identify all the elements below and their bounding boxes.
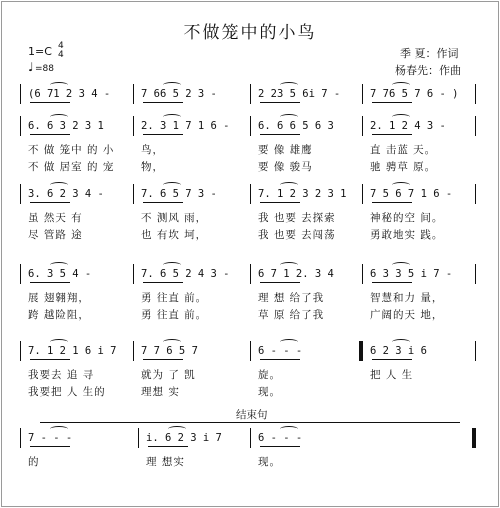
lyric-segment: 勇 往直 前。	[141, 292, 208, 304]
barline	[20, 428, 21, 448]
barline	[133, 116, 134, 136]
barline	[362, 184, 363, 204]
measure: 7 7 6 5 7	[141, 345, 198, 357]
song-title: 不做笼中的小鸟	[183, 23, 317, 43]
barline	[250, 116, 251, 136]
beam-line	[30, 446, 70, 447]
measure: 7. 1 2 1 6 i 7	[28, 345, 117, 357]
barline	[362, 116, 363, 136]
barline	[133, 84, 134, 104]
lyric-segment: 现。	[258, 456, 281, 468]
barline	[475, 116, 476, 136]
lyric-segment: 理 想 给了我	[258, 292, 325, 304]
measure: 3. 6 2 3 4 -	[28, 188, 104, 200]
barline	[20, 84, 21, 104]
lyricist-credit: 季 夏：作词	[400, 47, 459, 60]
slur-arc	[392, 82, 410, 88]
measure: 6 2 3 i 6	[370, 345, 427, 357]
slur-arc	[50, 82, 68, 88]
barline	[250, 341, 251, 361]
lyric-segment: 把 人 生	[370, 369, 414, 381]
beam-line	[260, 102, 300, 103]
beam-line	[372, 359, 412, 360]
lyric-segment: 勇敢地实 践。	[370, 229, 444, 241]
barline	[475, 84, 476, 104]
lyric-segment: 不 做 居室 的 宠	[28, 161, 115, 173]
repeat-barline	[359, 341, 363, 361]
lyric-segment: 要 像 雄鹰	[258, 144, 313, 156]
quarter-note-icon: ♩	[28, 60, 34, 74]
beam-line	[143, 282, 183, 283]
beam-line	[143, 359, 183, 360]
beam-line	[148, 446, 188, 447]
slur-arc	[392, 262, 410, 268]
slur-arc	[50, 114, 68, 120]
time-signature: 4 4	[58, 41, 64, 60]
beam-line	[143, 102, 183, 103]
barline	[20, 184, 21, 204]
slur-arc	[163, 114, 181, 120]
slur-arc	[163, 182, 181, 188]
slur-arc	[50, 426, 68, 432]
lyric-segment: 也 有坎 坷，	[141, 229, 208, 241]
beam-line	[260, 446, 300, 447]
barline	[20, 116, 21, 136]
slur-arc	[163, 339, 181, 345]
lyric-segment: 直 击蓝 天。	[370, 144, 437, 156]
lyric-segment: 我 也要 去闯荡	[258, 229, 336, 241]
key-signature: 1=C	[28, 45, 52, 58]
lyric-segment: 不 做 笼中 的 小	[28, 144, 115, 156]
beam-line	[372, 282, 412, 283]
measure: 7. 6 5 7 3 -	[141, 188, 217, 200]
slur-arc	[392, 339, 410, 345]
measure: 6 7 1 2. 3 4	[258, 268, 334, 280]
barline	[250, 184, 251, 204]
lyric-segment: 智慧和力 量，	[370, 292, 444, 304]
beam-line	[30, 359, 70, 360]
lyric-segment: 旋。	[258, 369, 281, 381]
slur-arc	[168, 426, 186, 432]
lyric-segment: 神秘的空 间。	[370, 212, 444, 224]
barline	[475, 184, 476, 204]
measure: (6 71 2 3 4 -	[28, 88, 111, 100]
ending-section-label: 结束句	[236, 409, 268, 421]
barline	[475, 264, 476, 284]
barline	[133, 341, 134, 361]
barline	[250, 84, 251, 104]
lyric-segment: 的	[28, 456, 40, 468]
slur-arc	[50, 339, 68, 345]
beam-line	[372, 102, 412, 103]
barline	[20, 341, 21, 361]
beam-line	[260, 134, 300, 135]
slur-arc	[50, 182, 68, 188]
beam-line	[30, 202, 70, 203]
barline	[362, 264, 363, 284]
measure: 7 76 5 7 6 - )	[370, 88, 459, 100]
measure: 7 5 6 7 1 6 -	[370, 188, 453, 200]
barline	[133, 184, 134, 204]
slur-arc	[163, 262, 181, 268]
slur-arc	[392, 114, 410, 120]
beam-line	[260, 202, 300, 203]
measure: 7 66 5 2 3 -	[141, 88, 217, 100]
beam-line	[143, 202, 183, 203]
measure: 6 - - -	[258, 432, 303, 444]
lyric-segment: 理想 实	[141, 386, 180, 398]
slur-arc	[280, 114, 298, 120]
measure: i. 6 2 3 i 7	[146, 432, 222, 444]
lyric-segment: 尽 管路 途	[28, 229, 83, 241]
measure: 2. 1 2 4 3 -	[370, 120, 446, 132]
slur-arc	[392, 182, 410, 188]
final-barline	[472, 428, 476, 448]
measure: 6. 6 6 5 6 3	[258, 120, 334, 132]
measure: 6. 6 3 2 3 1	[28, 120, 104, 132]
lyric-segment: 不 测风 雨，	[141, 212, 208, 224]
slur-arc	[50, 262, 68, 268]
barline	[362, 84, 363, 104]
measure: 6. 3 5 4 -	[28, 268, 92, 280]
lyric-segment: 理 想实	[146, 456, 185, 468]
lyric-segment: 鸟，	[141, 144, 164, 156]
beam-line	[260, 282, 300, 283]
beam-line	[372, 202, 412, 203]
slur-arc	[163, 82, 181, 88]
tempo-marking: =88	[35, 64, 54, 74]
beam-line	[30, 134, 70, 135]
measure: 2 23 5 6i 7 -	[258, 88, 341, 100]
slur-arc	[280, 339, 298, 345]
measure: 7 - - -	[28, 432, 73, 444]
lyric-segment: 我 也要 去探索	[258, 212, 336, 224]
barline	[133, 264, 134, 284]
slur-arc	[280, 426, 298, 432]
beam-line	[30, 282, 70, 283]
lyric-segment: 广阔的天 地，	[370, 309, 444, 321]
ending-bracket-line	[40, 422, 460, 423]
lyric-segment: 跨 越险阻，	[28, 309, 90, 321]
slur-arc	[280, 182, 298, 188]
measure: 2. 3 1 7 1 6 -	[141, 120, 230, 132]
lyric-segment: 物，	[141, 161, 164, 173]
beam-line	[260, 359, 300, 360]
beam-line	[30, 102, 70, 103]
composer-credit: 杨春先：作曲	[395, 64, 461, 77]
lyric-segment: 草 原 给了我	[258, 309, 325, 321]
slur-arc	[280, 82, 298, 88]
barline	[138, 428, 139, 448]
barline	[250, 428, 251, 448]
lyric-segment: 现。	[258, 386, 281, 398]
beam-line	[372, 134, 412, 135]
lyric-segment: 展 翅翱翔，	[28, 292, 90, 304]
beam-line	[143, 134, 183, 135]
barline	[250, 264, 251, 284]
lyric-segment: 我要去 追 寻	[28, 369, 95, 381]
barline	[20, 264, 21, 284]
barline	[475, 341, 476, 361]
slur-arc	[280, 262, 298, 268]
measure: 6 - - -	[258, 345, 303, 357]
lyric-segment: 要 像 骏马	[258, 161, 313, 173]
measure: 7. 1 2 3 2 3 1	[258, 188, 347, 200]
lyric-segment: 我要把 人 生的	[28, 386, 106, 398]
lyric-segment: 勇 往直 前。	[141, 309, 208, 321]
lyric-segment: 驰 骋草 原。	[370, 161, 437, 173]
measure: 6 3 3 5 i 7 -	[370, 268, 453, 280]
lyric-segment: 就为 了 凯	[141, 369, 196, 381]
measure: 7. 6 5 2 4 3 -	[141, 268, 230, 280]
lyric-segment: 虽 然天 有	[28, 212, 83, 224]
